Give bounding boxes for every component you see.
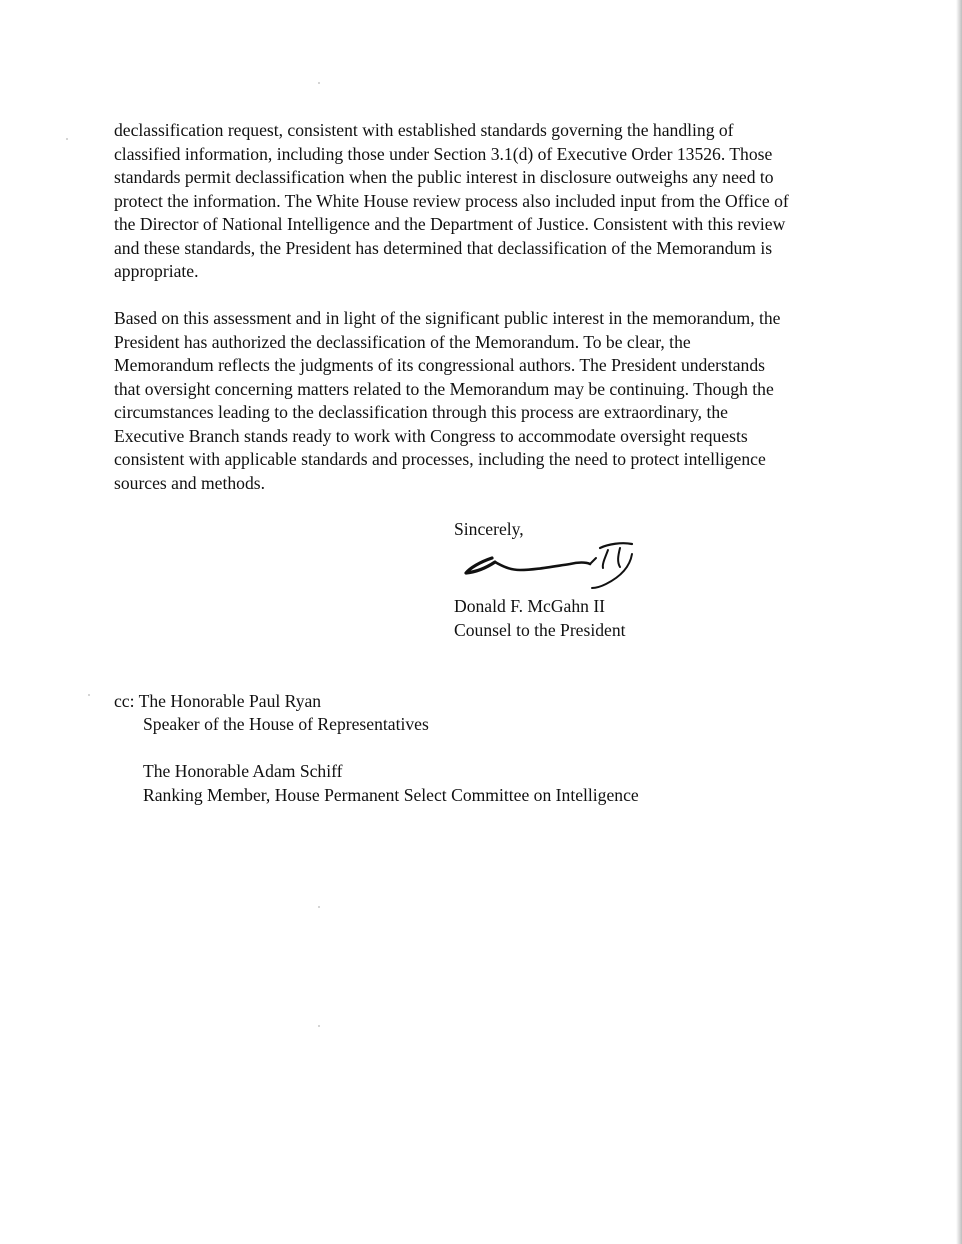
cc-recipient-1-title: Speaker of the House of Representatives [143, 714, 429, 734]
body-paragraph-1 [114, 119, 850, 284]
scan-speck [318, 82, 320, 84]
page-scan-edge [956, 0, 962, 1244]
signer-name: Donald F. McGahn II [454, 596, 606, 616]
paragraph-line: declassification request, consistent with established standards governing the handling of [114, 120, 734, 140]
closing-salutation: Sincerely, [454, 519, 524, 539]
paragraph-line: Memorandum reflects the judgments of its congressional authors. The President understands [114, 355, 765, 375]
paragraph-line: that oversight concerning matters related to the Memorandum may be continuing. Though the [114, 378, 774, 399]
paragraph-line: circumstances leading to the declassification through this process are extraordinary, the [114, 402, 728, 422]
scan-speck [318, 1025, 320, 1027]
paragraph-line: sources and methods. [114, 472, 265, 493]
paragraph-line: consistent with applicable standards and processes, including the need to protect intelligence [114, 449, 766, 469]
body-paragraph-2 [114, 307, 850, 495]
scan-speck [88, 694, 90, 696]
scan-speck [66, 138, 68, 140]
paragraph-line: Executive Branch stands ready to work with Congress to accommodate oversight requests [114, 425, 748, 446]
paragraph-line: standards permit declassification when the public interest in disclosure outweighs any need to [114, 167, 774, 187]
paragraph-line: appropriate. [114, 261, 199, 281]
paragraph-line: Based on this assessment and in light of the significant public interest in the memorandum, the [114, 308, 781, 328]
cc-recipient-2: The Honorable Adam Schiff [143, 761, 343, 781]
paragraph-line: President has authorized the declassification of the Memorandum. To be clear, the [114, 331, 691, 352]
cc-recipient-1: cc: The Honorable Paul Ryan [114, 691, 322, 711]
signer-title: Counsel to the President [454, 620, 626, 640]
paragraph-line: classified information, including those under Section 3.1(d) of Executive Order 13526. Those [114, 143, 773, 164]
scan-speck [318, 906, 320, 908]
cc-recipient-2-title: Ranking Member, House Permanent Select Committee on Intelligence [143, 785, 639, 805]
paragraph-line: and these standards, the President has determined that declassification of the Memorandum is [114, 237, 773, 258]
paragraph-line: protect the information. The White House review process also included input from the Office of [114, 190, 789, 211]
signature-icon [462, 540, 642, 600]
paragraph-line: the Director of National Intelligence and the Department of Justice. Consistent with this review [114, 214, 786, 234]
